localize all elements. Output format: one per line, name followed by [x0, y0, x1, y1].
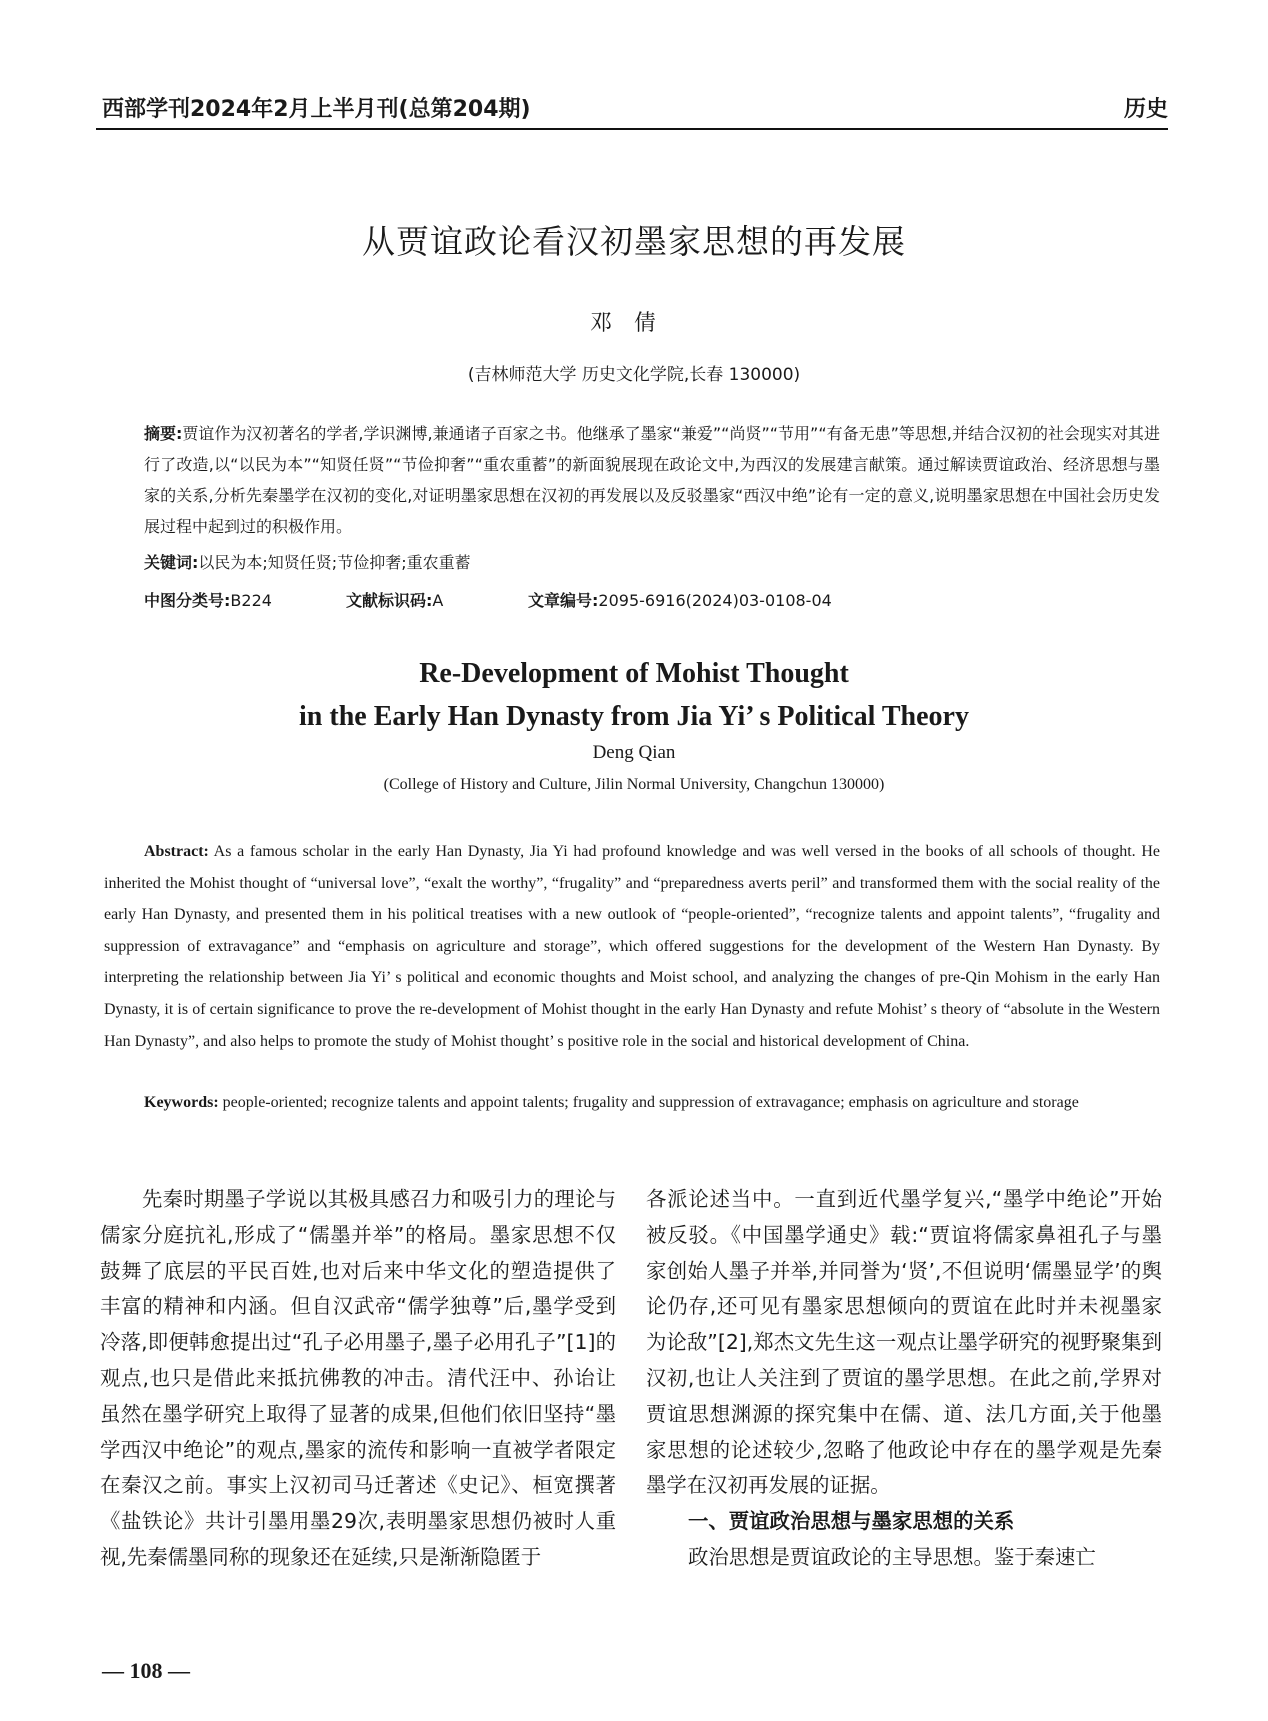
document-code — [346, 588, 443, 611]
abstract-en-label: Abstract: — [144, 843, 209, 860]
author-cn: 邓倩 — [589, 311, 678, 336]
section-heading: 一、贾谊政治思想与墨家思想的关系 — [688, 1509, 1015, 1534]
keywords-en-text: people-oriented; recognize talents and appoint talents; frugality and suppression of extravagance; emphasis on agriculture and storage — [222, 1094, 1079, 1111]
page-number: — 108 — — [102, 1658, 190, 1683]
clc-number — [144, 588, 272, 611]
abstract-cn-text: 贾谊作为汉初著名的学者,学识渊博,兼通诸子百家之书。他继承了墨家“兼爱”“尚贤”“节用”“有备无患”等思想,并结合汉初的社会现实对其进行了改造,以“以民为本”“知贤任贤”“节俭抑奢”“重农重蓄”的新面貌展现在政论文中,为西汉的发展建言献策。通过解读贾谊政治、经济思想与墨家的关系,分析先秦墨学在汉初的变化,对证明墨家思想在汉初的再发展以及反驳墨家“西汉中绝”论有一定的意义,说明墨家思想在中国社会历史发展过程中起到过的积极作用。 — [144, 424, 1160, 536]
keywords-cn-label: 关键词: — [144, 553, 199, 572]
affiliation-cn: (吉林师范大学 历史文化学院,长春 130000) — [467, 365, 801, 385]
abstract-en-text: As a famous scholar in the early Han Dynasty, Jia Yi had profound knowledge and was well versed in the books of all schools of thought. He inherited the Mohist thought of “universal love”, “exalt the worthy”, “frugality” and “preparedness averts peril” and transformed them with the social reality of the early Han Dynasty, and presented them in his political treatises with a new outlook of “people-oriented”, “recognize talents and appoint talents”, “frugality and suppression of extravagance” and “emphasis on agriculture and storage”, which offered suggestions for the development of the Western Han Dynasty. By interpreting the relationship between Jia Yi’ s political and economic thoughts and Moist school, and analyzing the changes of pre-Qin Mohism in the early Han Dynasty, it is of certain significance to prove the re-development of Mohist thought in the early Han Dynasty and refute Mohist’ s theory of “absolute in the Western Han Dynasty”, and also helps to promote the study of Mohist thought’ s positive role in the social and historical development of China. — [104, 843, 1161, 1050]
abstract-cn — [144, 418, 1160, 542]
article-label: 文章编号: — [528, 591, 599, 610]
body-column-right — [646, 1182, 1162, 1576]
section-name: 历史 — [1123, 97, 1168, 122]
title-cn: 从贾谊政论看汉初墨家思想的再发展 — [362, 222, 906, 261]
keywords-cn-text: 以民为本;知贤任贤;节俭抑奢;重农重蓄 — [198, 553, 471, 572]
abstract-cn-label: 摘要: — [144, 424, 183, 443]
article-number — [528, 588, 832, 611]
header-rule — [96, 128, 1168, 130]
clc-value: B224 — [230, 591, 272, 610]
title-en — [0, 652, 1268, 738]
title-en-line2: in the Early Han Dynasty from Jia Yi’ s Political Theory — [299, 701, 969, 732]
affiliation-en: (College of History and Culture, Jilin Normal University, Changchun 130000) — [383, 776, 885, 793]
keywords-cn — [144, 550, 471, 573]
keywords-en — [104, 1087, 1160, 1118]
title-en-line1: Re-Development of Mohist Thought — [419, 658, 849, 689]
body-paragraph-continued: 各派论述当中。一直到近代墨学复兴,“墨学中绝论”开始被反驳。《中国墨学通史》载:“贾谊将儒家鼻祖孔子与墨家创始人墨子并举,并同誉为‘贤’,不但说明‘儒墨显学’的舆论仍存,还可见有墨家思想倾向的贾谊在此时并未视墨家为论敌”[2],郑杰文先生这一观点让墨学研究的视野聚集到汉初,也让人关注到了贾谊的墨学思想。在此之前,学界对贾谊思想渊源的探究集中在儒、道、法几方面,关于他墨家思想的论述较少,忽略了他政论中存在的墨学观是先秦墨学在汉初再发展的证据。 — [646, 1187, 1162, 1498]
clc-label: 中图分类号: — [144, 591, 231, 610]
journal-name: 西部学刊2024年2月上半月刊(总第204期) — [102, 97, 531, 122]
keywords-en-label: Keywords: — [144, 1094, 219, 1111]
body-paragraph: 先秦时期墨子学说以其极具感召力和吸引力的理论与儒家分庭抗礼,形成了“儒墨并举”的格局。墨家思想不仅鼓舞了底层的平民百姓,也对后来中华文化的塑造提供了丰富的精神和内涵。但自汉武帝“儒学独尊”后,墨学受到冷落,即便韩愈提出过“孔子必用墨子,墨子必用孔子”[1]的观点,也只是借此来抵抗佛教的冲击。清代汪中、孙诒让虽然在墨学研究上取得了显著的成果,但他们依旧坚持“墨学西汉中绝论”的观点,墨家的流传和影响一直被学者限定在秦汉之前。事实上汉初司马迁著述《史记》、桓宽撰著《盐铁论》共计引墨用墨29次,表明墨家思想仍被时人重视,先秦儒墨同称的现象还在延续,只是渐渐隐匿于 — [100, 1187, 616, 1569]
author-en: Deng Qian — [592, 742, 676, 763]
body-column-left — [100, 1182, 616, 1576]
doc-label: 文献标识码: — [346, 591, 433, 610]
running-header — [96, 88, 1168, 132]
body-paragraph: 政治思想是贾谊政论的主导思想。鉴于秦速亡 — [688, 1544, 1096, 1569]
abstract-en — [104, 836, 1160, 1057]
article-value: 2095-6916(2024)03-0108-04 — [598, 591, 832, 610]
doc-value: A — [432, 591, 444, 610]
